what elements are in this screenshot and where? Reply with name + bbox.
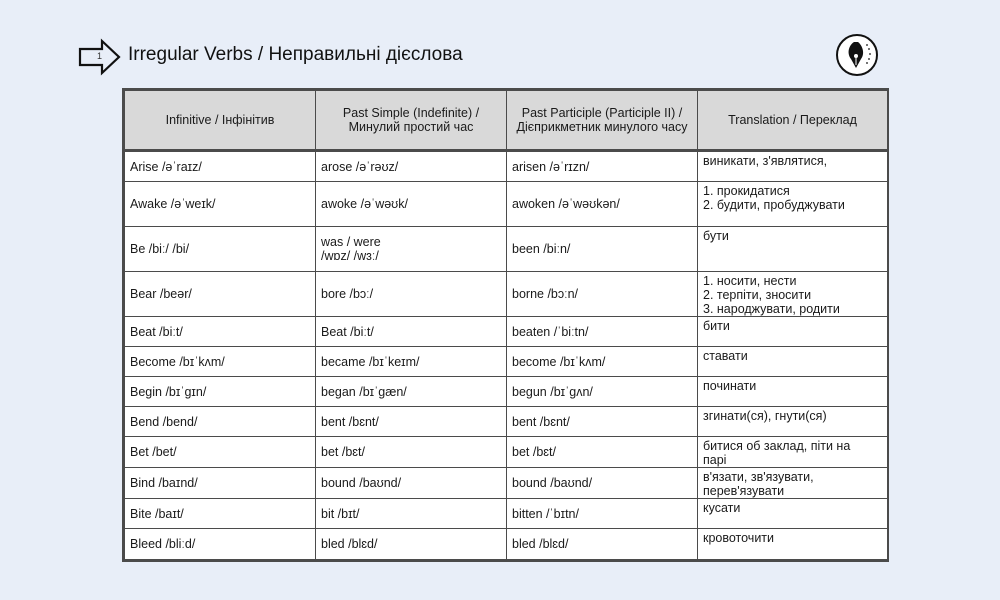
past-participle-cell: awoken /əˈwəʊkən/	[507, 182, 698, 227]
infinitive-cell: Bear /beər/	[125, 272, 316, 317]
table-row	[125, 437, 888, 468]
past-simple-cell	[316, 407, 507, 437]
pen-nib-logo-icon	[834, 32, 880, 78]
past-simple-cell	[316, 272, 507, 317]
slide-number: 1	[97, 51, 103, 61]
table-row	[125, 151, 888, 182]
table-row	[125, 499, 888, 529]
translation-cell	[698, 499, 888, 529]
past-participle-cell: borne /bɔːn/	[507, 272, 698, 317]
infinitive-cell: Beat /biːt/	[125, 317, 316, 347]
translation-line: в'язати, зв'язувати,	[703, 470, 814, 484]
table-row	[125, 407, 888, 437]
translation-cell	[698, 437, 888, 468]
translation-cell	[698, 377, 888, 407]
translation-line: 2. будити, пробуджувати	[703, 198, 845, 212]
translation-line: виникати, з'являтися,	[703, 154, 828, 168]
translation-line: 3. народжувати, родити	[703, 302, 840, 316]
translation-cell	[698, 182, 888, 227]
infinitive-cell: Bend /bend/	[125, 407, 316, 437]
past-participle-cell: bled /blɛd/	[507, 529, 698, 560]
past-simple-cell	[316, 529, 507, 560]
translation-cell	[698, 407, 888, 437]
past-simple-line: awoke /əˈwəʊk/	[321, 197, 408, 211]
infinitive-cell: Awake /əˈweɪk/	[125, 182, 316, 227]
infinitive-cell: Bet /bet/	[125, 437, 316, 468]
past-simple-line: bound /baʊnd/	[321, 476, 402, 490]
past-simple-cell	[316, 182, 507, 227]
past-simple-cell	[316, 151, 507, 182]
past-simple-line: was / were	[321, 235, 381, 249]
translation-line: кусати	[703, 501, 741, 515]
arrow-right-icon	[78, 38, 122, 76]
translation-line: парі	[703, 453, 727, 467]
translation-cell	[698, 227, 888, 272]
past-simple-line: bent /bɛnt/	[321, 414, 379, 429]
past-simple-line: /wɒz/ /wɜː/	[321, 249, 379, 263]
past-simple-line: arose /əˈrəʊz/	[321, 159, 399, 174]
translation-line: битися об заклад, піти на	[703, 439, 851, 453]
past-participle-cell: bound /baʊnd/	[507, 468, 698, 499]
translation-line: перев'язувати	[703, 484, 785, 498]
translation-line: 1. прокидатися	[703, 184, 790, 198]
table-row	[125, 347, 888, 377]
table-row	[125, 317, 888, 347]
past-simple-line: began /bɪˈgæn/	[321, 384, 407, 399]
table-row	[125, 227, 888, 272]
translation-line: згинати(ся), гнути(ся)	[703, 409, 827, 423]
past-participle-cell: bent /bɛnt/	[507, 407, 698, 437]
table-row	[125, 529, 888, 560]
past-simple-cell	[316, 437, 507, 468]
past-simple-cell	[316, 347, 507, 377]
translation-line: 1. носити, нести	[703, 274, 797, 288]
infinitive-cell: Bleed /bliːd/	[125, 529, 316, 560]
past-participle-cell: become /bɪˈkʌm/	[507, 347, 698, 377]
translation-line: починати	[703, 379, 757, 393]
column-header-translation: Translation / Переклад	[698, 91, 888, 151]
past-participle-cell: begun /bɪˈgʌn/	[507, 377, 698, 407]
infinitive-cell: Become /bɪˈkʌm/	[125, 347, 316, 377]
table-row	[125, 377, 888, 407]
translation-line: 2. терпіти, зносити	[703, 288, 812, 302]
translation-cell	[698, 317, 888, 347]
table-row	[125, 182, 888, 227]
past-simple-line: became /bɪˈkeɪm/	[321, 354, 420, 369]
past-participle-cell: bet /bɛt/	[507, 437, 698, 468]
past-participle-cell: been /biːn/	[507, 227, 698, 272]
table-header-row	[125, 91, 888, 151]
column-header-past-simple: Past Simple (Indefinite) / Минулий простий час	[316, 91, 507, 151]
infinitive-cell: Begin /bɪˈgɪn/	[125, 377, 316, 407]
translation-line: бити	[703, 319, 730, 333]
translation-line: кровоточити	[703, 531, 775, 545]
translation-cell	[698, 468, 888, 499]
translation-cell	[698, 151, 888, 182]
translation-cell	[698, 347, 888, 377]
infinitive-cell: Arise /əˈraɪz/	[125, 151, 316, 182]
past-participle-cell: arisen /əˈrɪzn/	[507, 151, 698, 182]
past-simple-cell	[316, 317, 507, 347]
past-participle-cell: bitten /ˈbɪtn/	[507, 499, 698, 529]
column-header-past-participle: Past Participle (Participle II) / Дієприкметник минулого часу	[507, 91, 698, 151]
table-row	[125, 272, 888, 317]
past-simple-line: bore /bɔː/	[321, 287, 374, 301]
past-simple-cell	[316, 468, 507, 499]
past-simple-cell	[316, 377, 507, 407]
infinitive-cell: Bind /baɪnd/	[125, 468, 316, 499]
past-simple-line: Beat /biːt/	[321, 324, 374, 339]
past-simple-cell	[316, 499, 507, 529]
past-simple-cell	[316, 227, 507, 272]
translation-line: бути	[703, 229, 729, 243]
past-simple-line: bled /blɛd/	[321, 537, 378, 551]
table-row	[125, 468, 888, 499]
past-simple-line: bet /bɛt/	[321, 445, 365, 459]
translation-line: ставати	[703, 349, 748, 363]
irregular-verbs-table	[122, 88, 889, 562]
translation-cell	[698, 529, 888, 560]
past-participle-cell: beaten /ˈbiːtn/	[507, 317, 698, 347]
infinitive-cell: Bite /baɪt/	[125, 499, 316, 529]
column-header-infinitive: Infinitive / Інфінітив	[125, 91, 316, 151]
page-title: Irregular Verbs / Неправильні дієслова	[128, 44, 463, 65]
infinitive-cell: Be /biː/ /bi/	[125, 227, 316, 272]
translation-cell	[698, 272, 888, 317]
past-simple-line: bit /bɪt/	[321, 506, 360, 521]
